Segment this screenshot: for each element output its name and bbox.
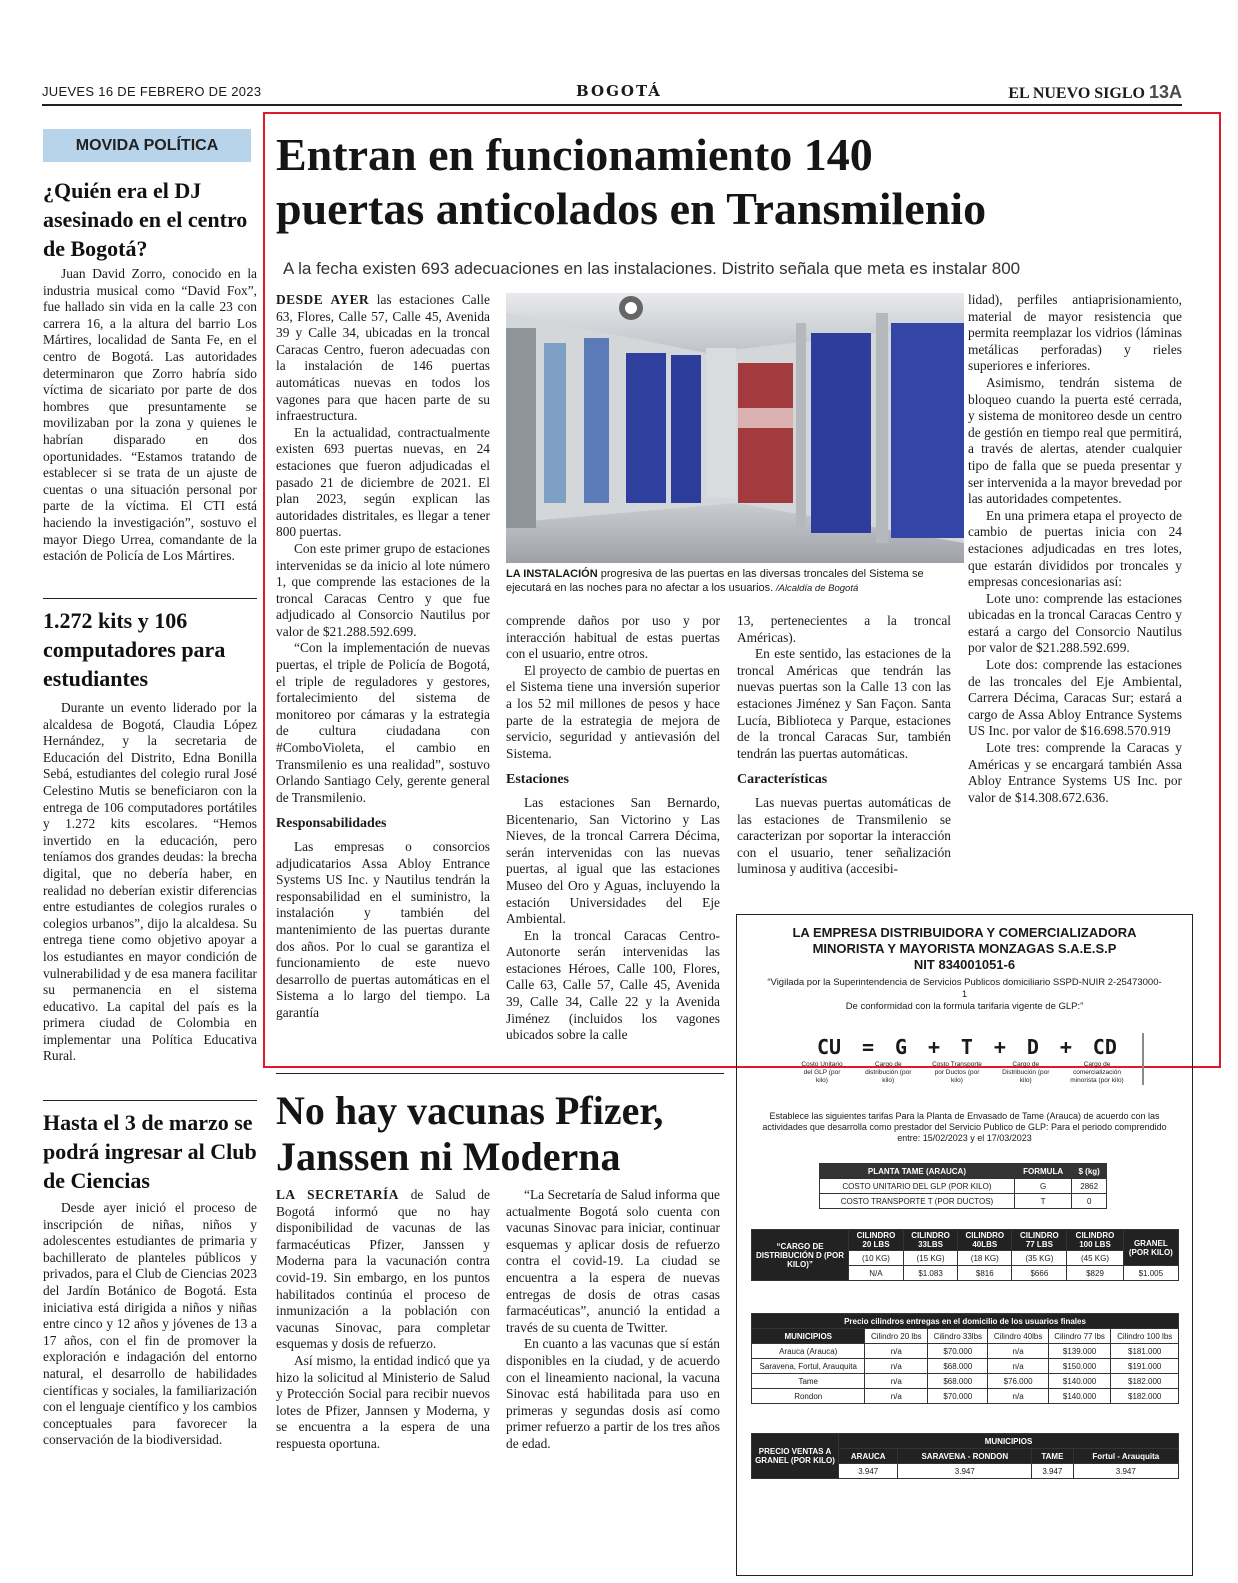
t2-head: CILINDRO 20 LBS <box>849 1230 904 1251</box>
second-headline-line1: No hay vacunas Pfizer, <box>276 1088 664 1133</box>
main-col4-p3: En una primera etapa el proyecto de cambio de puertas inicia con 24 estaciones adjudicadas en tres lotes, que estarán divididos por troncales y empresas concesionarias así: <box>968 507 1182 590</box>
t4-head: TAME <box>1032 1449 1073 1464</box>
second-story-rule <box>276 1073 724 1074</box>
main-col2-p2: El proyecto de cambio de puertas en el Sistema tiene una inversión superior a los 52 mil millones de pesos y hace parte de la estrategia de mejora de servicio, seguridad y antievasión del Sistema. <box>506 662 720 761</box>
gas-tariff-ad <box>736 914 1193 1576</box>
main-col1 <box>276 292 490 1022</box>
t3-cell: $70.000 <box>928 1389 988 1404</box>
t3-cell: n/a <box>988 1344 1048 1359</box>
second-col1-p2: Así mismo, la entidad indicó que ya hizo la solicitud al Ministerio de Salud y Protección Social para recibir nuevos lotes de Pfizer, Jannsen y Moderna, y se encuentra a la espera de una respuesta oportuna. <box>276 1352 490 1451</box>
t2-size: (18 KG) <box>958 1251 1012 1266</box>
t1-cell: 0 <box>1072 1194 1107 1209</box>
main-deck: A la fecha existen 693 adecuaciones en las instalaciones. Distrito señala que meta es instalar 800 <box>283 259 1021 278</box>
formula-plus2: + <box>993 1035 1006 1059</box>
main-col4-p4: Lote uno: comprende las estaciones ubicadas en la troncal Caracas Centro y estará a cargo del Consorcio Nautilus por valor de $21.288.592.699. <box>968 590 1182 656</box>
header-date: JUEVES 16 DE FEBRERO DE 2023 <box>42 84 262 99</box>
t3-cell: n/a <box>865 1389 928 1404</box>
transmilenio-door-photo <box>506 293 964 563</box>
table-row <box>820 1179 1107 1194</box>
t4-head: ARAUCA <box>839 1449 898 1464</box>
t2-label: “CARGO DE DISTRIBUCIÓN D (POR KILO)” <box>752 1230 849 1281</box>
t4-cell: 3.947 <box>1073 1464 1178 1479</box>
t2-cell: N/A <box>849 1266 904 1281</box>
main-col4-p6: Lote tres: comprende la Caracas y Américas y se encargará también Assa Abloy Entrance Systems US Inc. por valor de $14.308.672.636. <box>968 740 1182 805</box>
ad-conformidad: De conformidad con la formula tarifaria vigente de GLP:” <box>845 1001 1084 1012</box>
publication-name <box>1008 82 1182 103</box>
main-col3-p1: 13, pertenecientes a la troncal Américas). <box>737 613 951 645</box>
sidebar-story1-body <box>43 266 257 565</box>
t1-head: PLANTA TAME (ARAUCA) <box>820 1164 1015 1179</box>
tariff-table-distribucion <box>751 1229 1179 1281</box>
t2-cell: $1.005 <box>1123 1266 1178 1281</box>
t3-cell: $70.000 <box>928 1344 988 1359</box>
t2-head: CILINDRO 40LBS <box>958 1230 1012 1251</box>
sidebar-story2-text: Durante un evento liderado por la alcaldesa de Bogotá, Claudia López Hernández, y la secretaria de Educación del Distrito, Edna Bonilla Sebá, estudiantes del colegio rural José Celestino Mutis se beneficiaron con la entrega de 106 computadores portátiles y 1.272 kits escolares. “Hemos invertido en la educación, pero teníamos dos grandes deudas: la brecha digital, que no debería haber, en realidad no deberían existir diferencias entre estudiantes de colegios rurales o colegios urbanos”, dijo la alcaldesa. Su entrega tiene como objetivo apoyar a los estudiantes en mayor condición de vulnerabilidad y de esa manera facilitar su permanencia en el sistema educativo. La capital del país es la primera ciudad de Colombia en implementar una Política Educativa Rural. <box>43 700 257 1064</box>
t3-cell: Tame <box>752 1374 865 1389</box>
main-col4-p5: Lote dos: comprende las estaciones de las troncales del Eje Ambiental, Carrera Décima, Caracas Sur; estará a cargo de Assa Abloy Entrance Systems US Inc. por valor de $16.698.570.919 <box>968 657 1182 739</box>
main-col2-p3: Las estaciones San Bernardo, Bicentenario, San Victorino y Las Nieves, de la troncal Carrera Décima, serán intervenidas con las nuevas puertas, al igual que las estaciones Museo del Oro y Aguas, incluyendo la estación Universidades del Eje Ambiental. <box>506 794 720 927</box>
t2-size: (15 KG) <box>903 1251 957 1266</box>
t4-cell: 3.947 <box>898 1464 1032 1479</box>
t2-size: (35 KG) <box>1012 1251 1067 1266</box>
sidebar-divider-2 <box>43 1100 257 1101</box>
main-col2 <box>506 613 720 1044</box>
table-row <box>752 1359 1179 1374</box>
ad-line1: LA EMPRESA DISTRIBUIDORA Y COMERCIALIZADORA <box>792 925 1137 940</box>
table-row <box>752 1374 1179 1389</box>
second-col2 <box>506 1187 720 1453</box>
formula-label-t: Costo Transporte por Ductos (por kilo) <box>932 1061 982 1084</box>
t3-cell: Arauca (Arauca) <box>752 1344 865 1359</box>
tariff-table-municipios <box>751 1313 1179 1404</box>
ad-nit: NIT 834001051-6 <box>913 957 1016 972</box>
t3-cell: $191.000 <box>1111 1359 1179 1374</box>
sidebar-story3-body <box>43 1200 257 1449</box>
table-row <box>752 1389 1179 1404</box>
main-col1-p2: En la actualidad, contractualmente existen 693 puertas nuevas, en 24 estaciones que fueron adjudicadas el pasado 21 de diciembre de 2021. El plan 2023, según explican las autoridades distritales, es llegar a tener 800 puertas. <box>276 424 490 540</box>
second-col2-p2: En cuanto a las vacunas que sí están disponibles en la ciudad, y de acuerdo con el lineamiento nacional, la vacuna Sinovac está habilitada para uso en primeras y segundas dosis así como primer refuerzo a partir de los tres años de edad. <box>506 1336 720 1451</box>
t3-cell: $182.000 <box>1111 1389 1179 1404</box>
header-rule <box>42 104 1182 106</box>
t3-head: Cilindro 77 lbs <box>1048 1329 1111 1344</box>
caption-credit: /Alcaldía de Bogotá <box>773 583 859 594</box>
sidebar-story3-text: Desde ayer inició el proceso de inscripción de niñas, niños y adolescentes estudiantes de primaria y bachillerato de planteles públicos y privados, para el Club de Ciencias 2023 del Jardín Botánico de Bogotá. Esta iniciativa está dirigida a niños y niñas entre cinco y 12 años y jóvenes de 13 a 17 años, con el fin de promover la exploración e indagación del entorno natural, el desarrollo de habilidades científicas y sociales, la familiarización con el lenguaje científico y los cambios conceptuales para favorecer la conservación de la biodiversidad. <box>43 1200 257 1448</box>
t4-head: Fortul - Arauquita <box>1073 1449 1178 1464</box>
formula-t: T <box>960 1035 973 1059</box>
caption-lead: LA INSTALACIÓN <box>506 568 598 580</box>
t1-cell: T <box>1014 1194 1071 1209</box>
main-col3-p2: En este sentido, las estaciones de la troncal Américas que tendrán las nuevas puertas son la Calle 13 con las estaciones Jiménez y San Façon. Santa Lucía, Biblioteca y Parque, estaciones de la troncal Caracas Sur, también tendrán las puertas automáticas. <box>737 646 951 761</box>
t3-head: Cilindro 20 lbs <box>865 1329 928 1344</box>
t4-title: MUNICIPIOS <box>839 1434 1179 1449</box>
t4-cell: 3.947 <box>839 1464 898 1479</box>
formula-label-cu: Costo Unitario del GLP (por kilo) <box>801 1061 843 1084</box>
t2-head: GRANEL (POR KILO) <box>1123 1230 1178 1266</box>
t3-head: Cilindro 100 lbs <box>1111 1329 1179 1344</box>
formula-eq: = <box>862 1035 875 1059</box>
sidebar-story1-text: Juan David Zorro, conocido en la industria musical como “David Fox”, fue hallado sin vida en la calle 23 con carrera 16, a la altura del barrio Los Mártires, localidad de Santa Fe, en el centro de Bogotá. Las autoridades determinaron que Zorro habría sido víctima de sicariato por parte de dos hombres que presuntamente se movilizaban por la zona y quienes le habrían disparado en dos oportunidades. “Estamos tratando de establecer si se trata de un ajuste de cuentas o una situación personal por parte de la víctima. El CTI está haciendo la investigación”, sostuvo el mayor Diego Urrea, comandante de la estación de Policía de Los Mártires. <box>43 266 257 564</box>
formula-plus1: + <box>927 1035 940 1059</box>
formula-label-g: Cargo de distribución (por kilo) <box>865 1061 912 1084</box>
t3-cell: n/a <box>988 1359 1048 1374</box>
main-col1-p4: “Con la implementación de nuevas puertas, el triple de Policía de Bogotá, el triple de reguladores y gestores, fortalecimiento del sistema de monitoreo por cámaras y la estrategia de cultura ciudadana con #ComboVioleta, el cambio en Transmilenio es una realidad”, sostuvo Orlando Santiago Cely, gerente general de Transmilenio. <box>276 640 490 805</box>
section-title: BOGOTÁ <box>576 82 662 100</box>
main-col4 <box>968 292 1182 806</box>
t3-cell: Saravena, Fortul, Arauquita <box>752 1359 865 1374</box>
second-col1 <box>276 1187 490 1453</box>
main-headline-line2: puertas anticolados en Transmilenio <box>276 183 987 234</box>
t3-cell: Rondon <box>752 1389 865 1404</box>
t4-head: SARAVENA - RONDON <box>898 1449 1032 1464</box>
main-col3 <box>737 613 951 878</box>
t1-head: FORMULA <box>1014 1164 1071 1179</box>
main-col2-p1: comprende daños por uso y por interacción habitual de estas puertas con el usuario, entre otros. <box>506 613 720 662</box>
regulator-logo-icon <box>1142 1033 1156 1085</box>
t3-title: Precio cilindros entregas en el domicilio de los usuarios finales <box>752 1314 1179 1329</box>
formula-cu: CU <box>817 1035 842 1059</box>
t1-cell: COSTO UNITARIO DEL GLP (POR KILO) <box>820 1179 1015 1194</box>
t2-cell: $1.083 <box>903 1266 957 1281</box>
subhead-estaciones: Estaciones <box>506 772 569 788</box>
t2-cell: $816 <box>958 1266 1012 1281</box>
caption-text: progresiva de las puertas en las diversas troncales del Sistema se ejecutará en las noches para no afectar a los usuarios. <box>506 568 924 594</box>
t2-size: (10 KG) <box>849 1251 904 1266</box>
second-col1-p1: de Salud de Bogotá informó que no hay disponibilidad de vacunas de las farmacéuticas Pfizer, Janssen y Moderna para la vacunación contra covid-19. Sin embargo, en los puntos habilitados continúa el proceso de inmunización a la población con vacunas Sinovac, para completar esquemas y dosis de refuerzo. <box>276 1187 490 1352</box>
t3-head: Cilindro 40lbs <box>988 1329 1048 1344</box>
sidebar-label: MOVIDA POLÍTICA <box>43 129 251 162</box>
main-lead: DESDE AYER <box>276 292 370 307</box>
main-col4-p2: Asimismo, tendrán sistema de bloqueo cuando la puerta esté cerrada, y sistema de monitoreo desde un centro de gestión en tiempo real que permitirá, a través de alertas, atender cualquier tipo de falla que se pueda presentar y ser intervenida a la mayor brevedad por las autoridades competentes. <box>968 374 1182 507</box>
main-col4-p1: lidad), perfiles antiaprisionamiento, material de mayor resistencia que permita reemplazar los vidrios (láminas metálicas perforadas) y rieles superiores e inferiores. <box>968 292 1182 374</box>
t2-head: CILINDRO 33LBS <box>903 1230 957 1251</box>
second-lead: LA SECRETARÍA <box>276 1187 399 1202</box>
t3-cell: $181.000 <box>1111 1344 1179 1359</box>
table-row <box>820 1194 1107 1209</box>
formula-g: G <box>894 1035 908 1059</box>
subhead-responsabilidades: Responsabilidades <box>276 816 387 832</box>
formula-plus3: + <box>1059 1035 1072 1059</box>
sidebar-story2-title: 1.272 kits y 106 computadores para estudiantes <box>43 608 226 691</box>
t3-cell: n/a <box>988 1389 1048 1404</box>
t1-cell: 2862 <box>1072 1179 1107 1194</box>
main-col1-p3: Con este primer grupo de estaciones intervenidas se da inicio al lote número 1, que comprende las estaciones de la troncal Caracas Centro y que fue adjudicado al Consorcio Nautilus por valor de $21.288.592.699. <box>276 540 490 639</box>
main-col2-p4: En la troncal Caracas Centro-Autonorte serán intervenidas las estaciones Héroes, Calle 100, Flores, Calle 63, Calle 57, Calle 45, Avenida 39, Calle 34, Calle 22 y la Avenida Jiménez (incluidos los vagones ubicados sobre la calle <box>506 927 720 1043</box>
t2-size: (45 KG) <box>1067 1251 1123 1266</box>
main-headline-line1: Entran en funcionamiento 140 <box>276 129 873 180</box>
formula-label-d: Cargo de Distribución (por kilo) <box>1002 1061 1050 1084</box>
ad-line2: MINORISTA Y MAYORISTA MONZAGAS S.A.E.S.P <box>812 941 1117 956</box>
t4-cell: 3.947 <box>1032 1464 1073 1479</box>
sidebar-divider-1 <box>43 598 257 599</box>
t4-label: PRECIO VENTAS A GRANEL (POR KILO) <box>752 1434 839 1479</box>
t3-cell: n/a <box>865 1374 928 1389</box>
main-col3-p3: Las nuevas puertas automáticas de las estaciones de Transmilenio se caracterizan por soportar la interacción con el usuario, tener señalización luminosa y auditiva (accesibi- <box>737 794 951 877</box>
subhead-caracteristicas: Características <box>737 772 828 788</box>
t3-cell: n/a <box>865 1344 928 1359</box>
formula-d: D <box>1026 1035 1039 1059</box>
t3-cell: $140.000 <box>1048 1374 1111 1389</box>
formula-label-cd: Cargo de comercialización minorista (por kilo) <box>1070 1061 1124 1084</box>
table-row <box>752 1344 1179 1359</box>
t1-head: $ (kg) <box>1072 1164 1107 1179</box>
sidebar-story3-title: Hasta el 3 de marzo se podrá ingresar al Club de Ciencias <box>43 1110 257 1193</box>
main-col1-p1: las estaciones Calle 63, Flores, Calle 57, Calle 45, Avenida 39 y Calle 34, ubicadas en la troncal Caracas Centro, fueron adecuadas con la instalación de 146 puertas automáticas nuevas en todos los vagones para que hacen parte de su infraestructura. <box>276 292 490 424</box>
photo-illustration <box>506 293 964 563</box>
formula-labels <box>797 1061 1127 1085</box>
t2-head: CILINDRO 77 LBS <box>1012 1230 1067 1251</box>
t1-cell: COSTO TRANSPORTE T (POR DUCTOS) <box>820 1194 1015 1209</box>
t3-cell: $139.000 <box>1048 1344 1111 1359</box>
publication-title: EL NUEVO SIGLO <box>1008 85 1145 102</box>
t3-head: Cilindro 33lbs <box>928 1329 988 1344</box>
t2-head: CILINDRO 100 LBS <box>1067 1230 1123 1251</box>
page-number: 13A <box>1148 82 1182 102</box>
t3-cell: $150.000 <box>1048 1359 1111 1374</box>
photo-caption <box>506 567 966 596</box>
t3-head: MUNICIPIOS <box>752 1329 865 1344</box>
ad-establece: Establece las siguientes tarifas Para la Planta de Envasado de Tame (Arauca) de acuerdo con las actividades que desarrolla como prestador del Servicio Publico de GLP: Para el periodo comprendido entre: 15/02/2023 y el 17/03/2023 <box>762 1111 1167 1143</box>
second-headline <box>276 1088 724 1180</box>
second-headline-line2: Janssen ni Moderna <box>276 1134 621 1179</box>
formula-cd: CD <box>1092 1035 1117 1059</box>
t3-cell: $76.000 <box>988 1374 1048 1389</box>
tariff-table-planta <box>819 1163 1107 1209</box>
t3-cell: $68.000 <box>928 1374 988 1389</box>
t3-cell: $140.000 <box>1048 1389 1111 1404</box>
t3-cell: $182.000 <box>1111 1374 1179 1389</box>
sidebar-story2-body <box>43 700 257 1065</box>
ad-vigilada: “Vigilada por la Superintendencia de Servicios Publicos domiciliario SSPD-NUIR 2-25473000-1 <box>767 977 1162 1000</box>
second-col2-p1: “La Secretaría de Salud informa que actualmente Bogotá solo cuenta con vacunas Sinovac para iniciar, continuar esquemas y aplicar dosis de refuerzo contra el covid-19. La ciudad se encuentra a la espera de nuevas entregas de dosis de otras casas farmacéuticas”, anunció la entidad a través de su cuenta de Twitter. <box>506 1187 720 1335</box>
t3-cell: $68.000 <box>928 1359 988 1374</box>
main-headline <box>276 128 1196 236</box>
t2-cell: $829 <box>1067 1266 1123 1281</box>
main-col1-p5: Las empresas o consorcios adjudicatarios Assa Abloy Entrance Systems US Inc. y Nautilus tendrán la responsabilidad en el suministro, la instalación y también del mantenimiento de las puertas durante dos años. Por lo cual se garantiza el funcionamiento de este nuevo desarrollo de puertas automáticas en el Sistema a lo largo del tiempo. La garantía <box>276 839 490 1020</box>
sidebar-story1-title: ¿Quién era el DJ asesinado en el centro de Bogotá? <box>43 178 248 261</box>
t1-cell: G <box>1014 1179 1071 1194</box>
tariff-formula <box>817 1035 1117 1059</box>
t2-cell: $666 <box>1012 1266 1067 1281</box>
tariff-table-granel <box>751 1433 1179 1479</box>
t3-cell: n/a <box>865 1359 928 1374</box>
